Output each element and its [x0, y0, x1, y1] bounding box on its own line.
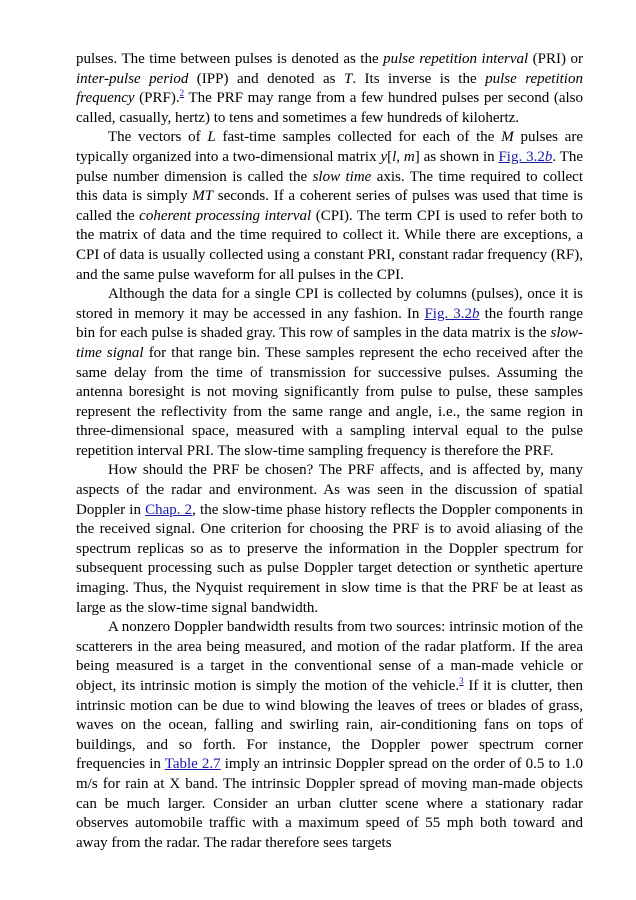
paragraph-slow-time-signal: Although the data for a single CPI is collected by columns (pulses), once it is stored in memory it may be accessed in any fashion. In Fig. 3.2b the fourth range bin for each pulse is shaded gray. This row of samples in the data matrix is the slow-time signal for that range bin. These samples represent the echo received after the same delay from the time of transmission for successive pulses. Assuming the antenna boresight is not moving significantly from pulse to pulse, these samples represent the reflectivity from the same range and angle, i.e., the same region in three-dimensional space, measured with a sampling interval equal to the pulse repetition interval PRI. The slow-time sampling frequency is therefore the PRF.: [76, 286, 583, 459]
footnote-3-link[interactable]: 3: [459, 676, 464, 686]
term-coherent-processing-interval: coherent processing interval: [139, 207, 312, 224]
term-pulse-repetition-frequency: pulse repetition frequency: [76, 70, 583, 107]
paragraph-doppler-bandwidth: A nonzero Doppler bandwidth results from two sources: intrinsic motion of the scatterers in the area being measured, and motion of the radar platform. If the area being measured is a target in the conventional sense of a man-made vehicle or object, its intrinsic motion is simply the motion of the vehicle.$^3$ If it is clutter, then intrinsic motion can be due to wind blowing the leaves of trees or blades of grass, waves on the ocean, falling and swirling rain, air-conditioning fans on tops of buildings, and so forth. For instance, the Doppler power spectrum corner frequencies in Table 2.7 imply an intrinsic Doppler spread on the order of 0.5 to 1.0 m/s for rain at X band. The intrinsic Doppler spread of moving man-made objects can be much larger. Consider an urban clutter scene where a stationary radar observes automobile traffic with a maximum speed of 55 mph both toward and away from the radar. The radar therefore sees targets: [76, 619, 583, 851]
fig-3-2b-link[interactable]: Fig. 3.2b: [498, 148, 553, 165]
fig-3-2b-link-2[interactable]: Fig. 3.2b: [424, 305, 480, 322]
term-inter-pulse-period: inter-pulse period: [76, 70, 189, 87]
paragraph-prf-choice: How should the PRF be chosen? The PRF affects, and is affected by, many aspects of the radar and environment. As was seen in the discussion of spatial Doppler in Chap. 2, the slow-time phase history reflects the Doppler components in the received signal. One criterion for choosing the PRF is to avoid aliasing of the spectrum replicas so as to preserve the information in the Doppler spectrum for subsequent processing such as pulse Doppler target detection or synthetic aperture imaging. Thus, the Nyquist requirement in slow time is that the PRF be at least as large as the slow-time signal bandwidth.: [76, 462, 583, 616]
term-slow-time: slow time: [312, 168, 372, 185]
document-page: [76, 50, 583, 853]
term-slow-time-signal: slow-time signal: [76, 325, 583, 361]
footnote-2-link[interactable]: 2: [179, 88, 185, 99]
chap-2-link[interactable]: Chap. 2: [145, 501, 193, 518]
paragraph-data-matrix: The vectors of L fast-time samples collected for each of the M pulses are typically organized into a two-dimensional matrix y[l, m] as shown in Fig. 3.2b. The pulse number dimension is called the slow time axis. The time required to collect this data is simply MT seconds. If a coherent series of pulses was used that time is called the coherent processing interval (CPI). The term CPI is used to refer both to the matrix of data and the time required to collect it. While there are exceptions, a CPI of data is usually collected using a constant PRI, constant radar frequency (RF), and the same pulse waveform for all pulses in the CPI.: [76, 129, 584, 283]
paragraph-pri: pulses. The time between pulses is denoted as the pulse repetition interval (PRI) or inter-pulse period (IPP) and denoted as T. Its inverse is the pulse repetition frequency (PRF).$^2$ The PRF may range from a few hundred pulses per second (also called, casually, hertz) to tens and sometimes a few hundreds of kilohertz.: [76, 51, 583, 126]
term-pulse-repetition-interval: pulse repetition interval: [383, 51, 529, 67]
table-2-7-link[interactable]: Table 2.7: [164, 756, 221, 773]
